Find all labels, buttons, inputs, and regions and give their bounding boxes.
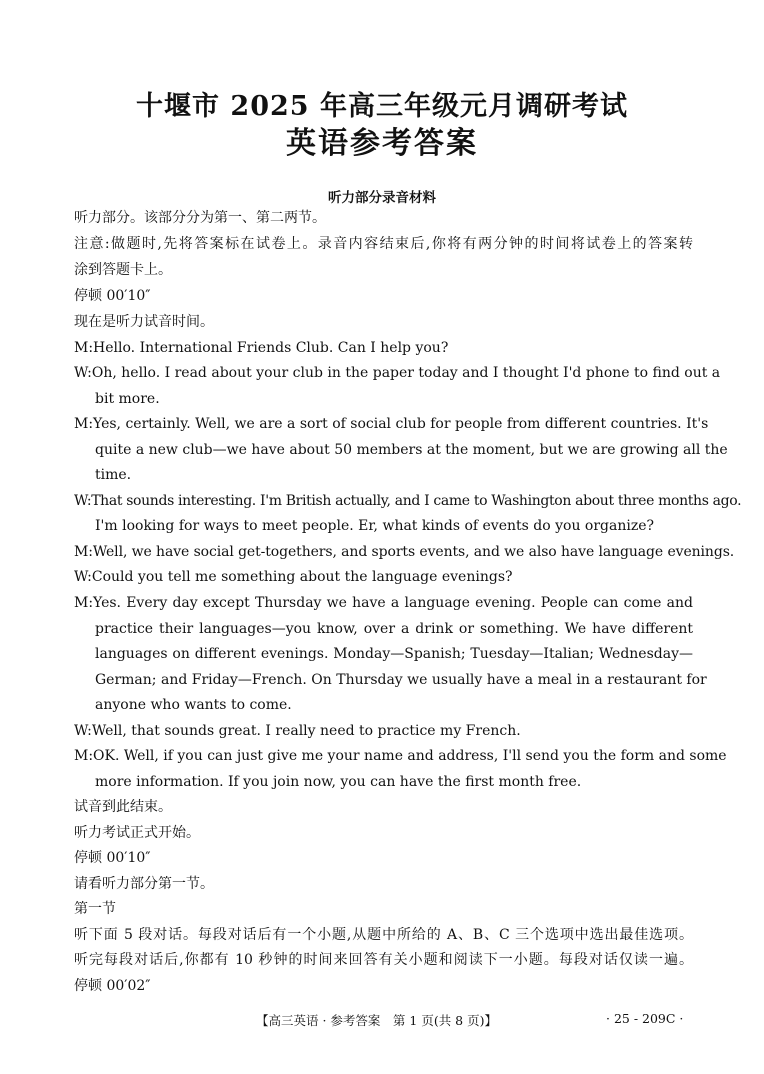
dialogue-line: I'm looking for ways to meet people. Er, what kinds of events do you organize? [95,518,655,534]
text-line: 停顿 00′10″ [74,850,151,866]
text-line: 听力考试正式开始。 [74,825,200,841]
text-line: 听力部分。该部分分为第一、第二两节。 [74,210,326,226]
section-heading: 听力部分录音材料 [328,190,436,206]
dialogue-line: practice their languages—you know, over a drink or something. We have different [95,621,693,637]
text-line: 停顿 00′10″ [74,288,151,304]
text-line: 现在是听力试音时间。 [74,314,214,330]
text-line: 听下面 5 段对话。每段对话后有一个小题,从题中所给的 A、B、C 三个选项中选出最佳选项。 [74,927,693,943]
text-line: 涂到答题卡上。 [74,262,172,278]
dialogue-line: W:Oh, hello. I read about your club in the paper today and I thought I'd phone to find out a [74,365,721,381]
text-line: 停顿 00′02″ [74,978,151,994]
dialogue-line: W:Could you tell me something about the language evenings? [74,569,513,585]
dialogue-line: bit more. [95,391,160,407]
text-line: 第一节 [74,901,116,917]
document-title: 十堰市 2025 年高三年级元月调研考试 [136,91,628,122]
footer-code: · 25 - 209C · [606,1011,684,1026]
text-line: 请看听力部分第一节。 [74,876,214,892]
dialogue-line: W:Well, that sounds great. I really need to practice my French. [74,723,521,739]
document-subtitle: 英语参考答案 [286,126,478,161]
dialogue-line: M:Yes, certainly. Well, we are a sort of social club for people from different countries. It's [74,416,709,432]
dialogue-line: M:Well, we have social get-togethers, and sports events, and we also have language evenings. [74,544,735,560]
dialogue-line: M:OK. Well, if you can just give me your name and address, I'll send you the form and some [74,748,727,764]
dialogue-line: W:That sounds interesting. I'm British actually, and I came to Washington about three months ago. [74,493,742,509]
dialogue-line: M:Hello. International Friends Club. Can I help you? [74,340,449,356]
dialogue-line: more information. If you join now, you can have the first month free. [95,774,582,790]
dialogue-line: German; and Friday—French. On Thursday we usually have a meal in a restaurant for [95,672,707,688]
dialogue-line: anyone who wants to come. [95,697,292,713]
text-line: 听完每段对话后,你都有 10 秒钟的时间来回答有关小题和阅读下一小题。每段对话仅读一遍。 [74,952,693,968]
text-line: 试音到此结束。 [74,799,172,815]
dialogue-line: languages on different evenings. Monday—Spanish; Tuesday—Italian; Wednesday— [95,646,693,662]
dialogue-line: M:Yes. Every day except Thursday we have a language evening. People can come and [74,595,693,611]
text-line: 注意:做题时,先将答案标在试卷上。录音内容结束后,你将有两分钟的时间将试卷上的答案转 [74,236,693,252]
footer-page-info: 【高三英语 · 参考答案 第 1 页(共 8 页)】 [256,1013,497,1028]
dialogue-line: quite a new club—we have about 50 members at the moment, but we are growing all the [95,442,728,458]
dialogue-line: time. [95,467,132,483]
